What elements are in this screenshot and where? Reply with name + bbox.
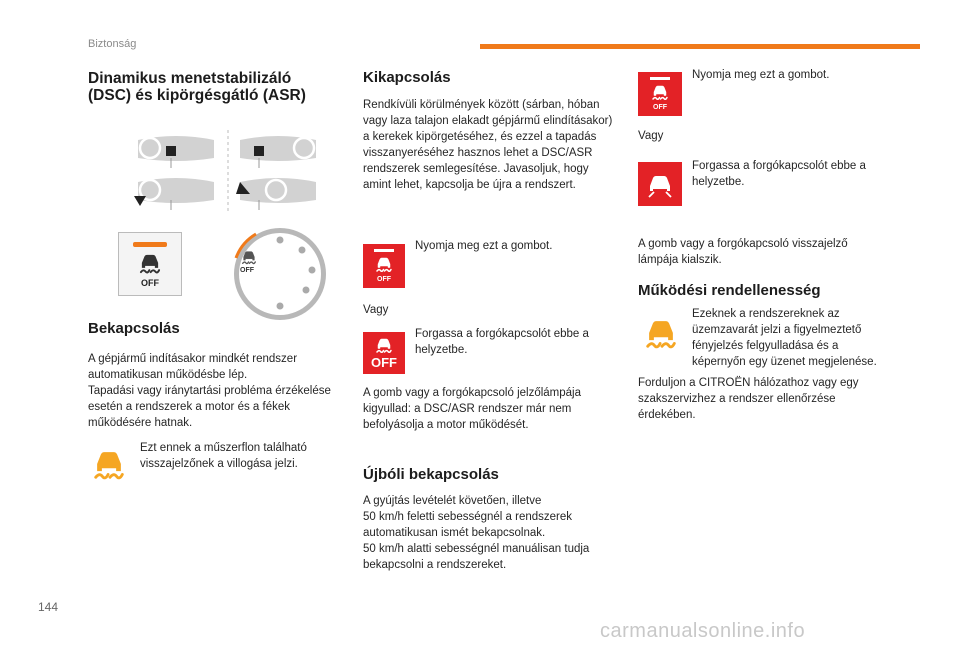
indicator-text: Ezt ennek a műszerflon található visszajelzőnek a villogása jelzi.: [140, 442, 307, 470]
press-button-text-2: Nyomja meg ezt a gombot.: [692, 69, 830, 81]
reactivation-text: A gyújtás levételét követően, illetve 50 km/h feletti sebességnél a rendszerek automatikusan ismét bekapcsolnak. 50 km/h alatti sebességnél manuálisan tudja bekapcsolni a rendszereket.: [363, 495, 590, 571]
wheel-view-4: [236, 178, 316, 210]
section-label: Biztonság: [88, 38, 137, 50]
turn-knob-text-2: Forgassa a forgókapcsolót ebbe a helyzetbe.: [692, 160, 866, 188]
deactivation-result-text: A gomb vagy a forgókapcsoló jelzőlámpája kigyullad: a DSC/ASR rendszer már nem befolyásolja a motor működését.: [363, 387, 581, 431]
button-lamp-white: [374, 249, 394, 252]
button-lamp: [133, 242, 167, 247]
heading-malfunction: Működési rendellenesség: [638, 282, 821, 299]
dsc-off-button-figure: [118, 232, 182, 296]
deactivation-text: Rendkívüli körülmények között (sárban, hóban vagy laza talajon elakadt gépjármű elindításakor) a kerekek kipörgetéséhez, és ezzel a tapadás visszanyeréséhez hasznos lehet a DSC/ASR rendszerek semlegesítése. Javasoljuk, hogy amint lehet, kapcsolja be újra a rendszert.: [363, 99, 613, 191]
knob-off-position-red: [363, 332, 405, 374]
press-button-text: Nyomja meg ezt a gombot.: [415, 240, 553, 252]
steering-wheel-figure: [128, 128, 328, 218]
contact-dealer-text: Forduljon a CITROËN hálózathoz vagy egy szakszervizhez a rendszer ellenőrzése érdekében.: [638, 377, 859, 421]
or-text: Vagy: [363, 304, 389, 316]
skid-icon: [374, 254, 394, 274]
knob-off-label: OFF: [240, 267, 254, 274]
turn-knob-text: Forgassa a forgókapcsolót ebbe a helyzetbe.: [415, 328, 589, 356]
wheel-view-3: [134, 178, 214, 210]
heading-activation: Bekapcsolás: [88, 320, 180, 337]
dsc-off-button-red: [363, 244, 405, 288]
wheel-view-2: [240, 136, 316, 168]
button-off-label: OFF: [141, 278, 159, 288]
skid-icon: [137, 250, 163, 276]
watermark: carmanualsonline.info: [600, 620, 806, 642]
skid-fault-icon: [642, 313, 680, 353]
button-off-label: OFF: [653, 104, 667, 111]
heading-deactivation: Kikapcsolás: [363, 69, 451, 86]
button-lamp-white: [650, 77, 670, 80]
dsc-off-button-red-2: [638, 72, 682, 116]
page-number: 144: [38, 600, 59, 614]
knob-on-position-red: [638, 162, 682, 206]
skid-icon: [374, 335, 394, 355]
heading-reactivation: Újbóli bekapcsolás: [363, 466, 499, 483]
skid-icon: [650, 82, 670, 102]
header-accent-bar: [480, 44, 920, 49]
activation-text: A gépjármű indításakor mindkét rendszer automatikusan működésbe lép. Tapadási vagy iránytartási probléma érzékelése esetén a rendszerek a motor és a fékek működésére hatnak.: [88, 353, 331, 429]
page-title: Dinamikus menetstabilizáló (DSC) és kipörgésgátló (ASR): [88, 70, 306, 104]
or-text-2: Vagy: [638, 130, 664, 142]
malfunction-text: Ezeknek a rendszereknek az üzemzavarát jelzi a figyelmeztető fényjelzés felgyulladása és a képernyőn egy üzenet megjelenése.: [692, 308, 877, 368]
car-on-road-icon: [646, 170, 674, 198]
wheel-view-1: [138, 136, 214, 168]
off-big-label: OFF: [371, 355, 397, 370]
rotary-knob-figure: [226, 222, 330, 322]
lamp-off-text: A gomb vagy a forgókapcsoló visszajelző lámpája kialszik.: [638, 238, 848, 266]
button-off-label: OFF: [377, 276, 391, 283]
skid-warning-icon: [90, 444, 128, 484]
